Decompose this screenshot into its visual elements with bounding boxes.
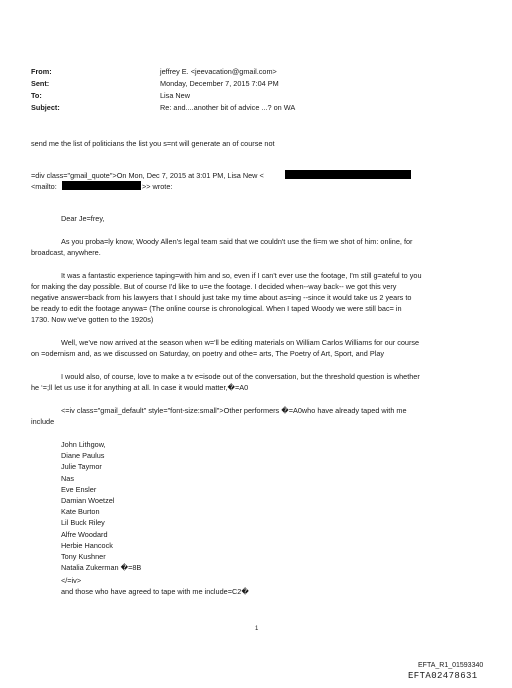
sent-value: Monday, December 7, 2015 7:04 PM xyxy=(160,79,279,88)
performer-name: Eve Ensler xyxy=(61,484,97,494)
from-value: jeffrey E. <jeevacation@gmail.com> xyxy=(160,67,277,76)
performer-name: Alfre Woodard xyxy=(61,529,108,539)
redaction-bar xyxy=(285,170,411,179)
performer-name: Nas xyxy=(61,473,74,483)
paragraph-5-line-1: <=iv class="gmail_default" style="font-size:small">Other performers �=A0who have already taped with me xyxy=(61,406,407,415)
sent-label: Sent: xyxy=(31,79,50,88)
redaction-bar xyxy=(62,181,141,190)
paragraph-1-line-2: broadcast, anywhere. xyxy=(31,248,101,257)
performer-name: John Lithgow, xyxy=(61,440,106,449)
paragraph-4-line-1: I would also, of course, love to make a tv e=isode out of the conversation, but the threshold question is whether xyxy=(61,372,420,381)
subject-label: Subject: xyxy=(31,103,60,112)
performer-name: Diane Paulus xyxy=(61,451,105,461)
greeting: Dear Je=frey, xyxy=(61,214,105,223)
paragraph-2-line-3: negative answer=back from his lawyers that I should just take my time about as=ing --since it would take us 2 years to xyxy=(31,293,412,302)
from-label: From: xyxy=(31,67,52,76)
final-line: and those who have agreed to tape with me include=C2� xyxy=(61,587,249,596)
paragraph-1-line-1: As you proba=ly know, Woody Allen's legal team said that we couldn't use the fi=m we shot of him: online, for xyxy=(61,237,413,246)
paragraph-2-line-5: 1730. Now we've gotten to the 1920s) xyxy=(31,315,154,324)
page-number: 1 xyxy=(255,626,259,632)
performer-name: Herbie Hancock xyxy=(61,540,113,550)
performer-name: Julie Taymor xyxy=(61,462,102,472)
paragraph-3-line-1: Well, we've now arrived at the season when w='ll be editing materials on William Carlos Williams for our course xyxy=(61,338,420,347)
performer-name: Damian Woetzel xyxy=(61,496,115,505)
document-reference-1: EFTA_R1_01593340 xyxy=(418,662,484,669)
closing-div-tag: </=iv> xyxy=(61,576,82,585)
subject-value: Re: and....another bit of advice ...? on WA xyxy=(160,103,296,112)
reply-line: send me the list of politicians the list you s=nt will generate an of course not xyxy=(31,139,275,148)
quote-line-2-start: <mailto: xyxy=(31,182,57,191)
paragraph-5-line-2: include xyxy=(31,417,55,426)
performer-name: Tony Kushner xyxy=(61,552,106,561)
paragraph-4-line-2: he ‘=;ll let us use it for anything at all. In case it would matter,�=A0 xyxy=(31,383,249,392)
to-label: To: xyxy=(31,91,42,100)
quote-line-2-end: >> wrote: xyxy=(142,182,173,191)
paragraph-2-line-2: for making the day possible. But of course I'd like to u=e the footage. I decided when--way back-- we got this very xyxy=(31,282,397,291)
paragraph-3-line-2: on =odernism and, as we discussed on Saturday, on poetry and othe= arts, The Poetry of Art, Sport, and Play xyxy=(31,349,385,358)
document-reference-2: EFTA02478631 xyxy=(408,671,478,681)
performer-name: Natalia Zukerman �=8B xyxy=(61,563,142,573)
quote-line-1: =div class="gmail_quote">On Mon, Dec 7, 2015 at 3:01 PM, Lisa New < xyxy=(31,171,264,180)
paragraph-2-line-4: be ready to edit the footage anywa= (The online course is chronological. When I taped Woody we were still bac= in xyxy=(31,304,402,313)
to-value: Lisa New xyxy=(160,91,191,100)
paragraph-2-line-1: It was a fantastic experience taping=with him and so, even if I can't ever use the footage, I'm still g=ateful to you xyxy=(61,271,422,280)
performer-name: Lil Buck Riley xyxy=(61,518,105,528)
performer-name: Kate Burton xyxy=(61,507,100,517)
